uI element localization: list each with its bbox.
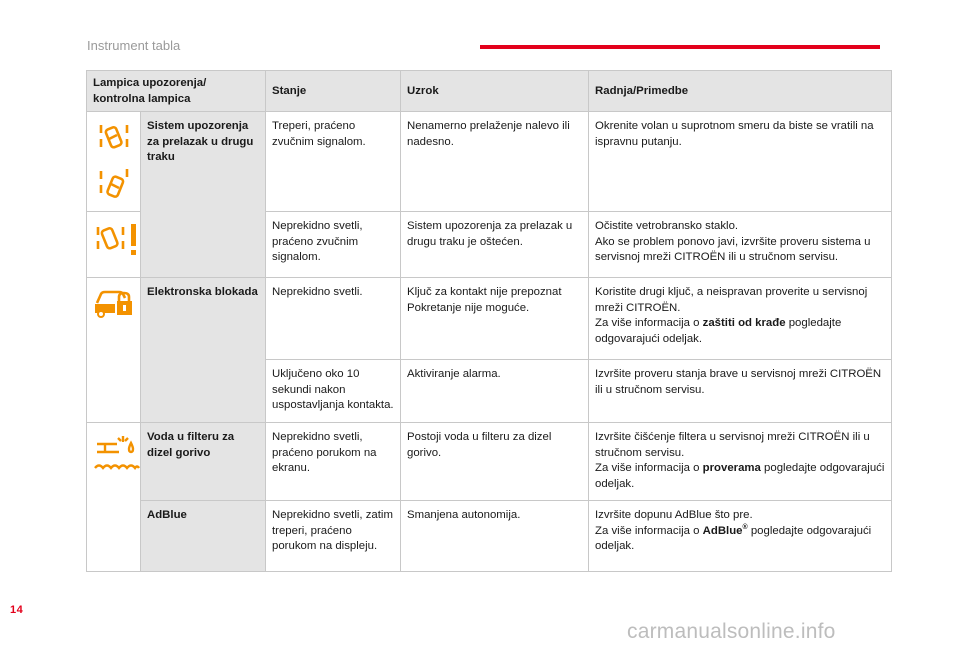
- lamp-name-water-in-diesel: Voda u filteru za dizel gorivo: [141, 423, 266, 501]
- table-row: [87, 278, 892, 360]
- table-row: [87, 112, 892, 212]
- cross-reference-link: proverama: [702, 462, 761, 474]
- electronic-immobiliser-icon: [93, 285, 137, 319]
- lamp-icon-cell: [87, 212, 141, 278]
- lamp-name-electronic-immobiliser: Elektronska blokada: [141, 278, 266, 423]
- table-row: [87, 423, 892, 501]
- action-cell: Izvršite proveru stanja brave u servisnoj mreži CITROËN ili u stručnom servisu.: [589, 360, 892, 423]
- lamp-name-adblue: AdBlue: [141, 501, 266, 572]
- watermark: carmanualsonline.info: [627, 620, 836, 643]
- action-cell: Koristite drugi ključ, a neispravan proverite u servisnoj mreži CITROËN. Za više informacija o zaštiti od krađe pogledajte odgovarajući odeljak.: [589, 278, 892, 360]
- water-in-diesel-filter-icon: [93, 430, 141, 474]
- state-cell: Neprekidno svetli.: [266, 278, 401, 360]
- cause-cell: Aktiviranje alarma.: [401, 360, 589, 423]
- lane-departure-fault-icon: [93, 219, 141, 259]
- action-cell: Izvršite čišćenje filtera u servisnoj mreži CITROËN ili u stručnom servisu. Za više informacija o proverama pogledajte odgovarajući odeljak.: [589, 423, 892, 501]
- lamp-icon-cell: [87, 423, 141, 572]
- state-cell: Neprekidno svetli, praćeno porukom na ekranu.: [266, 423, 401, 501]
- page-number: 14: [10, 604, 24, 616]
- action-cell: Očistite vetrobransko staklo. Ako se problem ponovo javi, izvršite proveru sistema u servisnoj mreži CITROËN ili u stručnom servisu.: [589, 212, 892, 278]
- lamp-name-lane-departure: Sistem upozorenja za prelazak u drugu traku: [141, 112, 266, 278]
- column-header-cause: Uzrok: [401, 71, 589, 112]
- action-cell: Okrenite volan u suprotnom smeru da biste se vratili na ispravnu putanju.: [589, 112, 892, 212]
- cross-reference-link: zaštiti od krađe: [702, 317, 786, 329]
- state-cell: Neprekidno svetli, praćeno zvučnim signalom.: [266, 212, 401, 278]
- lamp-icon-cell: [87, 112, 141, 212]
- table-row: [87, 501, 892, 572]
- cause-cell: Sistem upozorenja za prelazak u drugu traku je oštećen.: [401, 212, 589, 278]
- section-title: Instrument tabla: [87, 38, 181, 53]
- action-cell: Izvršite dopunu AdBlue što pre. Za više informacija o AdBlue® pogledajte odgovarajući odeljak.: [589, 501, 892, 572]
- column-header-action: Radnja/Primedbe: [589, 71, 892, 112]
- lane-departure-left-icon: [95, 119, 133, 205]
- registered-mark: ®: [742, 523, 748, 531]
- cause-cell: Ključ za kontakt nije prepoznat Pokretanje nije moguće.: [401, 278, 589, 360]
- table-header-row: [87, 71, 892, 112]
- state-cell: Treperi, praćeno zvučnim signalom.: [266, 112, 401, 212]
- lamp-icon-cell: [87, 278, 141, 423]
- header-accent-bar: [480, 45, 880, 49]
- state-cell: Uključeno oko 10 sekundi nakon uspostavljanja kontakta.: [266, 360, 401, 423]
- column-header-lamp: Lampica upozorenja/ kontrolna lampica: [87, 71, 266, 112]
- cause-cell: Smanjena autonomija.: [401, 501, 589, 572]
- state-cell: Neprekidno svetli, zatim treperi, praćeno porukom na displeju.: [266, 501, 401, 572]
- cause-cell: Nenamerno prelaženje nalevo ili nadesno.: [401, 112, 589, 212]
- column-header-state: Stanje: [266, 71, 401, 112]
- cause-cell: Postoji voda u filteru za dizel gorivo.: [401, 423, 589, 501]
- cross-reference-link: AdBlue: [702, 524, 743, 537]
- warning-lamps-table: [86, 70, 892, 572]
